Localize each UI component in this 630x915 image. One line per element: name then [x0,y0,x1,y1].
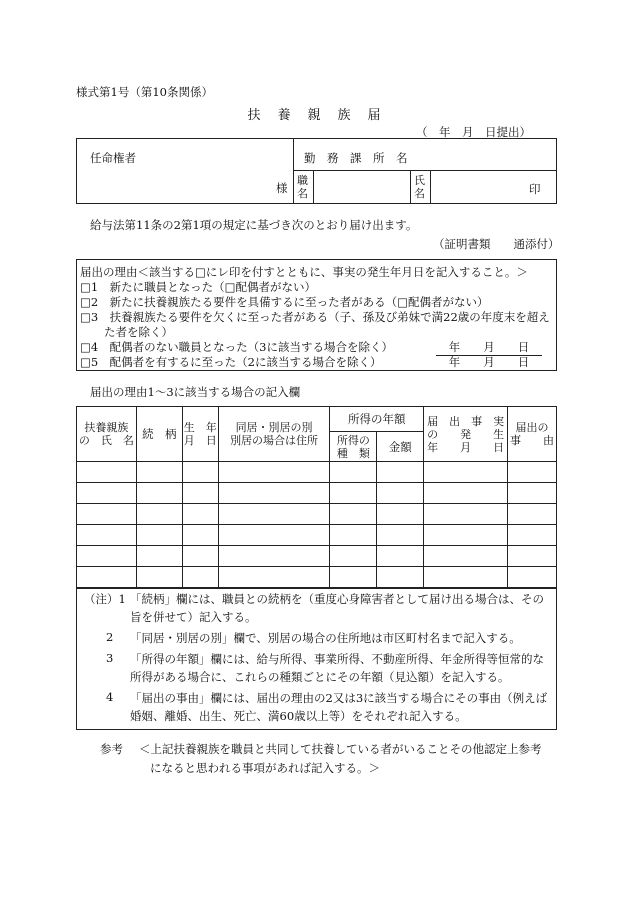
col-header-income-type: 所得の 種 類 [330,432,377,462]
attachment-text: （証明書類 通添付） [433,237,560,251]
submission-date: （ 年 月 日提出） [416,125,531,139]
note-3-line-2: 所得がある場合に、これらの種類ごとにその年額（見込額）を記入する。 [130,670,510,684]
reason-item-2[interactable]: □2 新たに扶養親族たる要件を具備するに至った者がある（□配偶者がない） [80,295,489,309]
col-header-name: 扶養親族 の 氏 名 [77,407,137,462]
note-2-number: 2 [106,630,114,644]
note-4-line-1: 「届出の事由」欄には、届出の理由の2又は3に該当する場合にその事由（例えば [130,691,548,705]
department-label: 勤 務 課 所 名 [304,151,408,165]
table-row [77,546,557,567]
reference-line-1: ＜上記扶養親族を職員と共同して扶養している者がいることその他認定上参考 [139,742,542,756]
note-1-lead: （注）1 [84,592,126,606]
table-row [77,483,557,504]
note-3-number: 3 [106,651,114,665]
note-1-line-2: 旨を併せて）記入する。 [130,610,257,624]
appointer-label: 任命権者 [90,151,136,165]
reason-item-5[interactable]: □5 配偶者を有するに至った（2に該当する場合を除く） [80,355,382,369]
name-label-2: 名 [414,187,425,200]
reference-label: 参考 [100,742,123,756]
job-title-label-2: 名 [297,187,308,200]
reason-4-date[interactable]: 年 月 日 [436,339,542,356]
seal-label: 印 [529,182,541,196]
note-3-line-1: 「所得の年額」欄には、給与所得、事業所得、不動産所得、年金所得等恒常的な [130,652,544,666]
reason-item-1[interactable]: □1 新たに職員となった（□配偶者がない） [80,280,317,294]
note-2-line: 「同居・別居の別」欄で、別居の場合の住所地は市区町村名まで記入する。 [130,631,521,645]
note-4-number: 4 [106,690,114,704]
sama-label: 様 [276,181,288,195]
col-header-relation: 続 柄 [136,407,182,462]
job-title-label-1: 職 [297,174,308,187]
col-header-income-amount: 金額 [377,432,424,462]
reasons-header: 届出の理由＜該当する□にレ印を付すとともに、事実の発生年月日を記入すること。＞ [80,265,528,279]
dependents-table [76,406,557,588]
reason-item-3-cont: た者を除く） [104,325,173,339]
reason-item-4[interactable]: □4 配偶者のない職員となった（3に該当する場合を除く） [80,340,393,354]
note-1-line-1: 「続柄」欄には、職員との続柄を（重度心身障害者として届け出る場合は、その [130,592,544,606]
page-title: 扶 養 親 族 届 [247,108,383,123]
col-header-event: 届 出 事 実 の 発 生 年 月 日 [424,407,508,462]
reason-item-3[interactable]: □3 扶養親族たる要件を欠くに至った者がある（子、孫及び弟妹で満22歳の年度末を超え [80,310,550,324]
col-header-birth: 生 年 月 日 [182,407,218,462]
reference-line-2: になると思われる事項があれば記入する。＞ [150,761,380,775]
col-header-address: 同居・別居の別 別居の場合は住所 [218,407,330,462]
name-field[interactable] [434,172,524,200]
name-label-1: 氏 [414,174,425,187]
entry-caption: 届出の理由1～3に該当する場合の記入欄 [90,385,301,399]
table-row [77,525,557,546]
job-title-field[interactable] [318,172,406,200]
table-row [77,567,557,588]
form-number: 様式第1号（第10条関係） [76,85,213,99]
table-row [77,504,557,525]
col-header-income: 所得の年額 [330,407,424,432]
note-4-line-2: 婚姻、離婚、出生、死亡、満60歳以上等）をそれぞれ記入する。 [130,709,467,723]
statement-text: 給与法第11条の2第1項の規定に基づき次のとおり届け出ます。 [90,218,418,232]
col-header-reason: 届出の 事 由 [508,407,557,462]
reason-5-date[interactable]: 年 月 日 [436,354,542,371]
table-row [77,462,557,483]
